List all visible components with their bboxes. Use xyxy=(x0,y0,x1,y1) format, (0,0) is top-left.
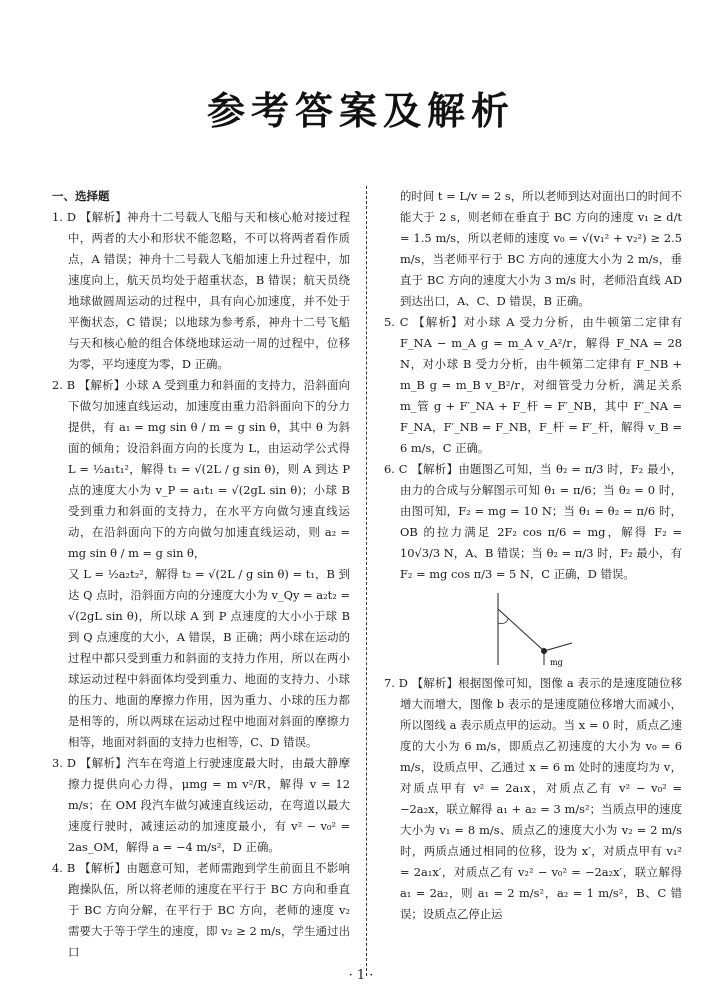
answer-1: 1. D 【解析】神舟十二号载人飞船与天和核心舱对接过程中，两者的大小和形状不能忽略，不可以将两者看作质点，A 错误；神舟十二号载人飞船加速上升过程中，加速度向上，航天员均处于超重状态，B 错误；航天员绕地球做圆周运动的过程中，具有向心加速度，并不处于平衡状态，C 错误；以地球为参考系，神舟十二号飞船与天和核心舱的组合体绕地球运动一周的过程中，位移为零，平均速度为零，D 正确。 xyxy=(52,210,350,371)
page-number: · 1 · xyxy=(348,968,374,983)
answer-4: 4. B 【解析】由题意可知，老师需跑到学生前面且不影响跑操队伍，所以将老师的速度在平行于 BC 方向和垂直于 BC 方向分解，在平行于 BC 方向，老师的速度 v₂ 需要大于等于学生的速度，即 v₂ ≥ 2 m/s，学生通过出口 xyxy=(52,861,350,959)
answer-6: 6. C 【解析】由题图乙可知，当 θ₂ = π/3 时，F₂ 最小，由力的合成与分解图示可知 θ₁ = π/6；当 θ₂ = 0 时，由图可知，F₂ = mg = 10 N；当 θ₁ = θ₂ = π/6 时，OB 的拉力满足 2F₂ cos π/6 = mg，解得 F₂ = 10√3/3 N，A、B 错误；当 θ₂ = π/3 时，F₂ 最小，有 F₂ = mg cos π/3 = 5 N，C 正确，D 错误。 xyxy=(384,462,682,581)
answer-2-continued: 又 L = ½a₂t₂²，解得 t₂ = √(2L / g sin θ) = t₁，B 到达 Q 点时，沿斜面方向的分速度大小为 v_Qy = a₂t₂ = √(2gL sin θ)，所以球 A 到 P 点速度的大小小于球 B 到 Q 点速度的大小，A 错误，B 正确；两小球在运动的过程中都只受到重力和斜面的支持力作用，所以在两小球运动过程中斜面体均受到重力、地面的支持力、小球的压力、地面的摩擦力作用，因为重力、小球的压力都是相等的，所以两球在运动过程中地面对斜面的摩擦力相等，地面对斜面的支持力也相等，C、D 错误。 xyxy=(68,567,350,749)
figure-label: mg xyxy=(550,658,563,667)
rope-line xyxy=(498,609,544,651)
force-diagram xyxy=(484,589,594,667)
column-divider xyxy=(366,186,367,976)
right-column xyxy=(384,186,682,925)
answer-5: 5. C 【解析】对小球 A 受力分析，由牛顿第二定律有 F_NA − m_A g = m_A v_A²/r，解得 F_NA = 28 N，对小球 B 受力分析，由牛顿第二定律有 F_NB + m_B g = m_B v_B²/r，对细管受力分析，满足关系 m_管 g + F′_NA + F_杆 = F′_NB，其中 F′_NA = F_NA，F′_NB = F_NB，F_杆 = F′_杆，解得 v_B = 6 m/s，C 正确。 xyxy=(384,315,682,455)
page-title: 参考答案及解析 xyxy=(206,89,515,133)
angle-arc xyxy=(498,619,508,624)
left-column xyxy=(52,186,350,963)
force-arrow xyxy=(544,643,572,651)
answer-2: 2. B 【解析】小球 A 受到重力和斜面的支持力，沿斜面向下做匀加速直线运动，加速度由重力沿斜面向下的分力提供，有 a₁ = mg sin θ / m = g sin θ，其中 θ 为斜面的倾角；设沿斜面方向的长度为 L，由运动学公式得 L = ½a₁t₁²，解得 t₁ = √(2L / g sin θ)，则 A 到达 P 点的速度大小为 v_P = a₁t₁ = √(2gL sin θ)；小球 B 受到重力和斜面的支持力，在水平方向做匀速直线运动，在沿斜面向下的方向做匀加速直线运动，则 a₂ = mg sin θ / m = g sin θ， xyxy=(52,378,350,560)
answer-4-continued: 的时间 t = L/v = 2 s，所以老师到达对面出口的时间不能大于 2 s，则老师在垂直于 BC 方向的速度 v₁ ≥ d/t = 1.5 m/s，所以老师的速度 v₀ = √(v₁² + v₂²) ≥ 2.5 m/s，当老师平行于 BC 方向的速度大小为 2 m/s，垂直于 BC 方向的速度大小为 3 m/s 时，老师沿直线 AD 到达出口，A、C、D 错误，B 正确。 xyxy=(400,189,682,308)
answer-3: 3. D 【解析】汽车在弯道上行驶速度最大时，由最大静摩擦力提供向心力得，μmg = m v²/R，解得 v = 12 m/s；在 OM 段汽车做匀减速直线运动，在弯道以最大速度行驶时，减速运动的加速度最小，有 v² − v₀² = 2as_OM，解得 a = −4 m/s²，D 正确。 xyxy=(52,756,350,854)
ball-dot xyxy=(541,648,547,654)
force-diagram-svg xyxy=(484,589,594,667)
answer-7: 7. D 【解析】根据图像可知，图像 a 表示的是速度随位移增大而增大，图像 b 表示的是速度随位移增大而减小，所以图线 a 表示质点甲的运动。当 x = 0 时，质点乙速度的大小为 6 m/s，即质点乙初速度的大小为 v₀ = 6 m/s，设质点甲、乙通过 x = 6 m 处时的速度均为 v，对质点甲有 v² = 2a₁x，对质点乙有 v² − v₀² = −2a₂x，联立解得 a₁ + a₂ = 3 m/s²；当质点甲的速度大小为 v₁ = 8 m/s、质点乙的速度大小为 v₂ = 2 m/s 时，两质点通过相同的位移，设为 x′，对质点甲有 v₁² = 2a₁x′，对质点乙有 v₂² − v₀² = −2a₂x′，联立解得 a₁ = 2a₂，则 a₁ = 2 m/s²，a₂ = 1 m/s²，B、C 错误；设质点乙停止运 xyxy=(384,676,682,921)
section-heading: 一、选择题 xyxy=(52,189,110,203)
